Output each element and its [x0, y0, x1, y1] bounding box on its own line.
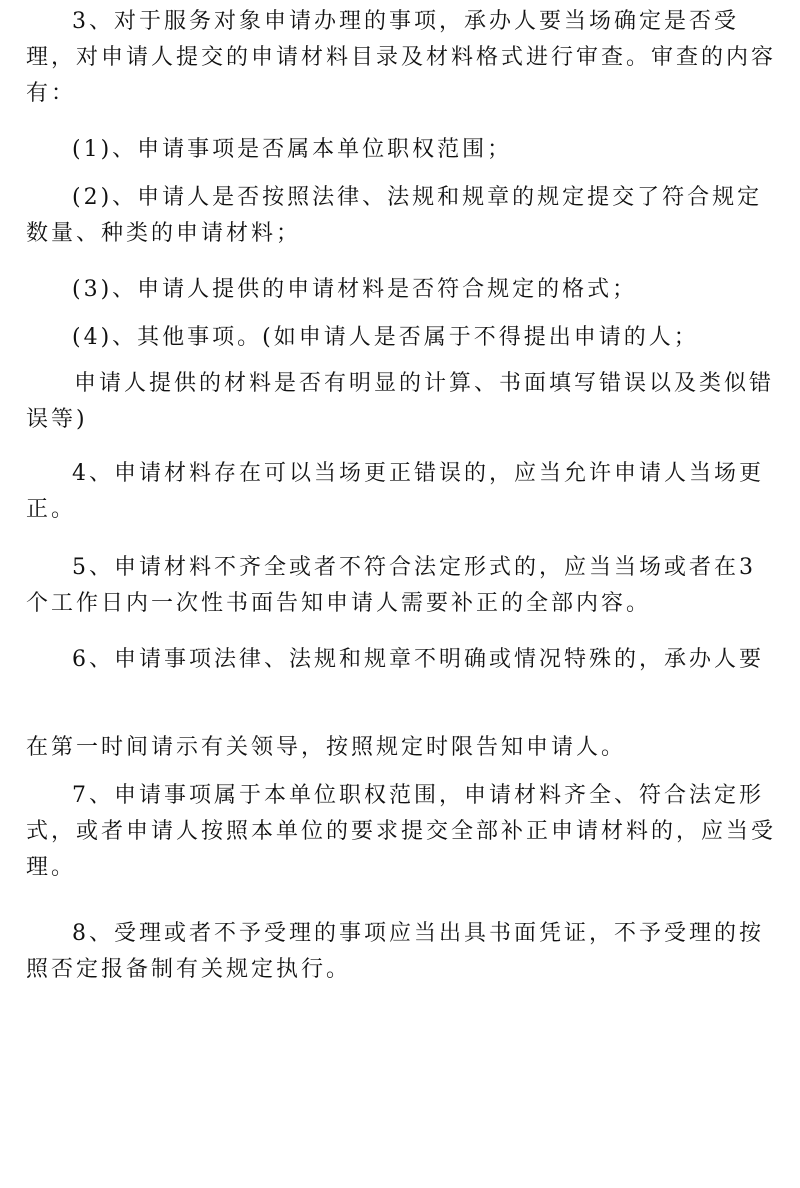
paragraph-item-6: 6、申请事项法律、法规和规章不明确或情况特殊的，承办人要: [72, 647, 764, 672]
paragraph-item-5: 5、申请材料不齐全或者不符合法定形式的，应当当场或者在3个工作日内一次性书面告知申请人需要补正的全部内容。: [26, 555, 756, 616]
paragraph-check-1: (1)、申请事项是否属本单位职权范围；: [72, 137, 513, 162]
paragraph-item-3: 3、对于服务对象申请办理的事项，承办人要当场确定是否受理，对申请人提交的申请材料目录及材料格式进行审查。审查的内容有：: [26, 9, 777, 106]
paragraph-item-7: 7、申请事项属于本单位职权范围，申请材料齐全、符合法定形式，或者申请人按照本单位的要求提交全部补正申请材料的，应当受理。: [26, 783, 777, 880]
paragraph-check-4-continued: 申请人提供的材料是否有明显的计算、书面填写错误以及类似错误等): [26, 371, 775, 432]
paragraph-check-3: (3)、申请人提供的申请材料是否符合规定的格式；: [72, 277, 638, 302]
paragraph-check-4: (4)、其他事项。(如申请人是否属于不得提出申请的人；: [72, 325, 699, 350]
paragraph-item-4: 4、申请材料存在可以当场更正错误的，应当允许申请人当场更正。: [26, 461, 764, 522]
paragraph-item-8: 8、受理或者不予受理的事项应当出具书面凭证，不予受理的按照否定报备制有关规定执行。: [26, 921, 764, 982]
paragraph-item-6-continued: 在第一时间请示有关领导，按照规定时限告知申请人。: [26, 735, 627, 760]
paragraph-check-2: (2)、申请人是否按照法律、法规和规章的规定提交了符合规定数量、种类的申请材料；: [26, 185, 763, 246]
